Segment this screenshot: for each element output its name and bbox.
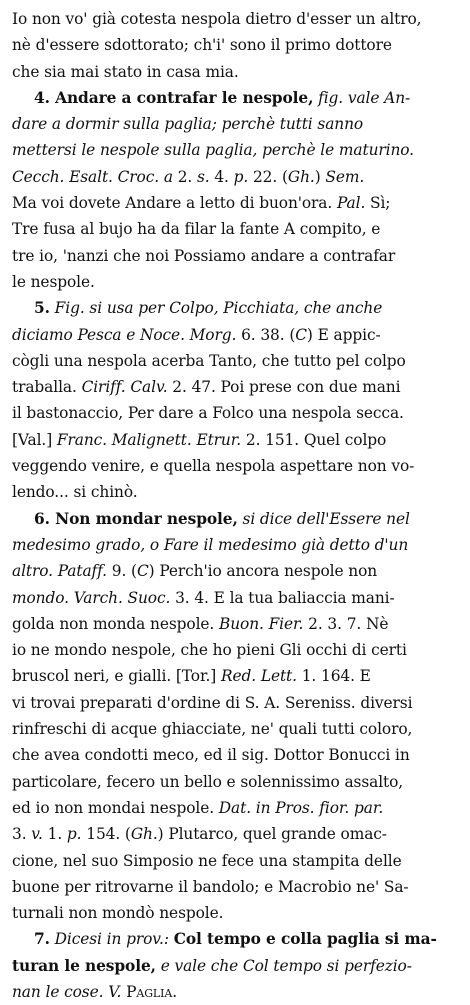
entry-7-heading: 7. Dicesi in prov.: Col tempo e colla paglia si ma- (34, 930, 437, 949)
text-line: Ma voi dovete Andare a letto di buon'ora. Pal. Sì; (12, 194, 391, 213)
entry-5-heading: 5. Fig. si usa per Colpo, Picchiata, che anche (34, 299, 383, 318)
text-line: tre io, 'nanzi che noi Possiamo andare a contrafar (12, 246, 396, 265)
text-line: cògli una nespola acerba Tanto, che tutto pel colpo (12, 351, 406, 370)
text-line: turan le nespole, e vale che Col tempo si perfezio- (12, 956, 412, 975)
text-line: Io non vo' già cotesta nespola dietro d'esser un altro, (12, 10, 422, 28)
text-line: che sia mai stato in casa mia. (12, 62, 239, 81)
text-line: lendo... si chinò. (12, 483, 138, 502)
text-line: bruscol neri, e gialli. [Tor.] Red. Lett. 1. 164. E (12, 667, 371, 686)
text-line: che avea condotti meco, ed il sig. Dottor Bonucci in (12, 746, 410, 765)
text-line: 3. v. 1. p. 154. (Gh.) Plutarco, quel grande omac- (12, 825, 387, 844)
text-line: particolare, fecero un bello e solennissimo assalto, (12, 772, 404, 791)
text-line: altro. Pataff. 9. (C) Perch'io ancora nespole non (12, 562, 378, 581)
text-line: ed io non mondai nespole. Dat. in Pros. fior. par. (12, 798, 384, 817)
text-line: le nespole. (12, 272, 95, 291)
text-line: mondo. Varch. Suoc. 3. 4. E la tua baliaccia mani- (12, 588, 395, 607)
text-line: medesimo grado, o Fare il medesimo già detto d'un (12, 535, 409, 554)
text-line: traballa. Ciriff. Calv. 2. 47. Poi prese con due mani (12, 378, 401, 397)
text-line: vi trovai preparati d'ordine di S. A. Sereniss. diversi (12, 693, 413, 712)
text-line: dare a dormir sulla paglia; perchè tutti sanno (12, 115, 364, 134)
text-line: buone per ritrovarne il bandolo; e Macrobio ne' Sa- (12, 877, 409, 896)
text-line: mettersi le nespole sulla paglia, perchè le maturino. (12, 141, 414, 160)
text-line: nè d'essere sdottorato; ch'i' sono il primo dottore (12, 36, 392, 55)
text-line: il bastonaccio, Per dare a Folco una nespola secca. (12, 404, 404, 423)
text-line: golda non monda nespole. Buon. Fier. 2. 3. 7. Nè (12, 614, 389, 633)
text-line: veggendo venire, e quella nespola aspettare non vo- (12, 457, 415, 476)
entry-4-heading: 4. Andare a contrafar le nespole, fig. vale An- (34, 88, 411, 107)
text-line: [Val.] Franc. Malignett. Etrur. 2. 151. Quel colpo (12, 430, 387, 449)
text-line: Cecch. Esalt. Croc. a 2. s. 4. p. 22. (Gh.) Sem. (12, 167, 365, 186)
text-line: diciamo Pesca e Noce. Morg. 6. 38. (C) E appic- (12, 325, 381, 344)
entry-6-heading: 6. Non mondar nespole, si dice dell'Essere nel (34, 509, 410, 528)
text-line: cione, nel suo Simposio ne fece una stampita delle (12, 851, 402, 870)
text-line: Tre fusa al bujo ha da filar la fante A compito, e (12, 220, 381, 239)
text-line: rinfreschi di acque ghiacciate, ne' quali tutti coloro, (12, 720, 413, 739)
text-line: nan le cose. V. Paglia. (12, 982, 177, 1001)
text-line: io ne mondo nespole, che ho pieni Gli occhi di certi (12, 641, 407, 660)
text-line: turnali non mondò nespole. (12, 904, 224, 923)
